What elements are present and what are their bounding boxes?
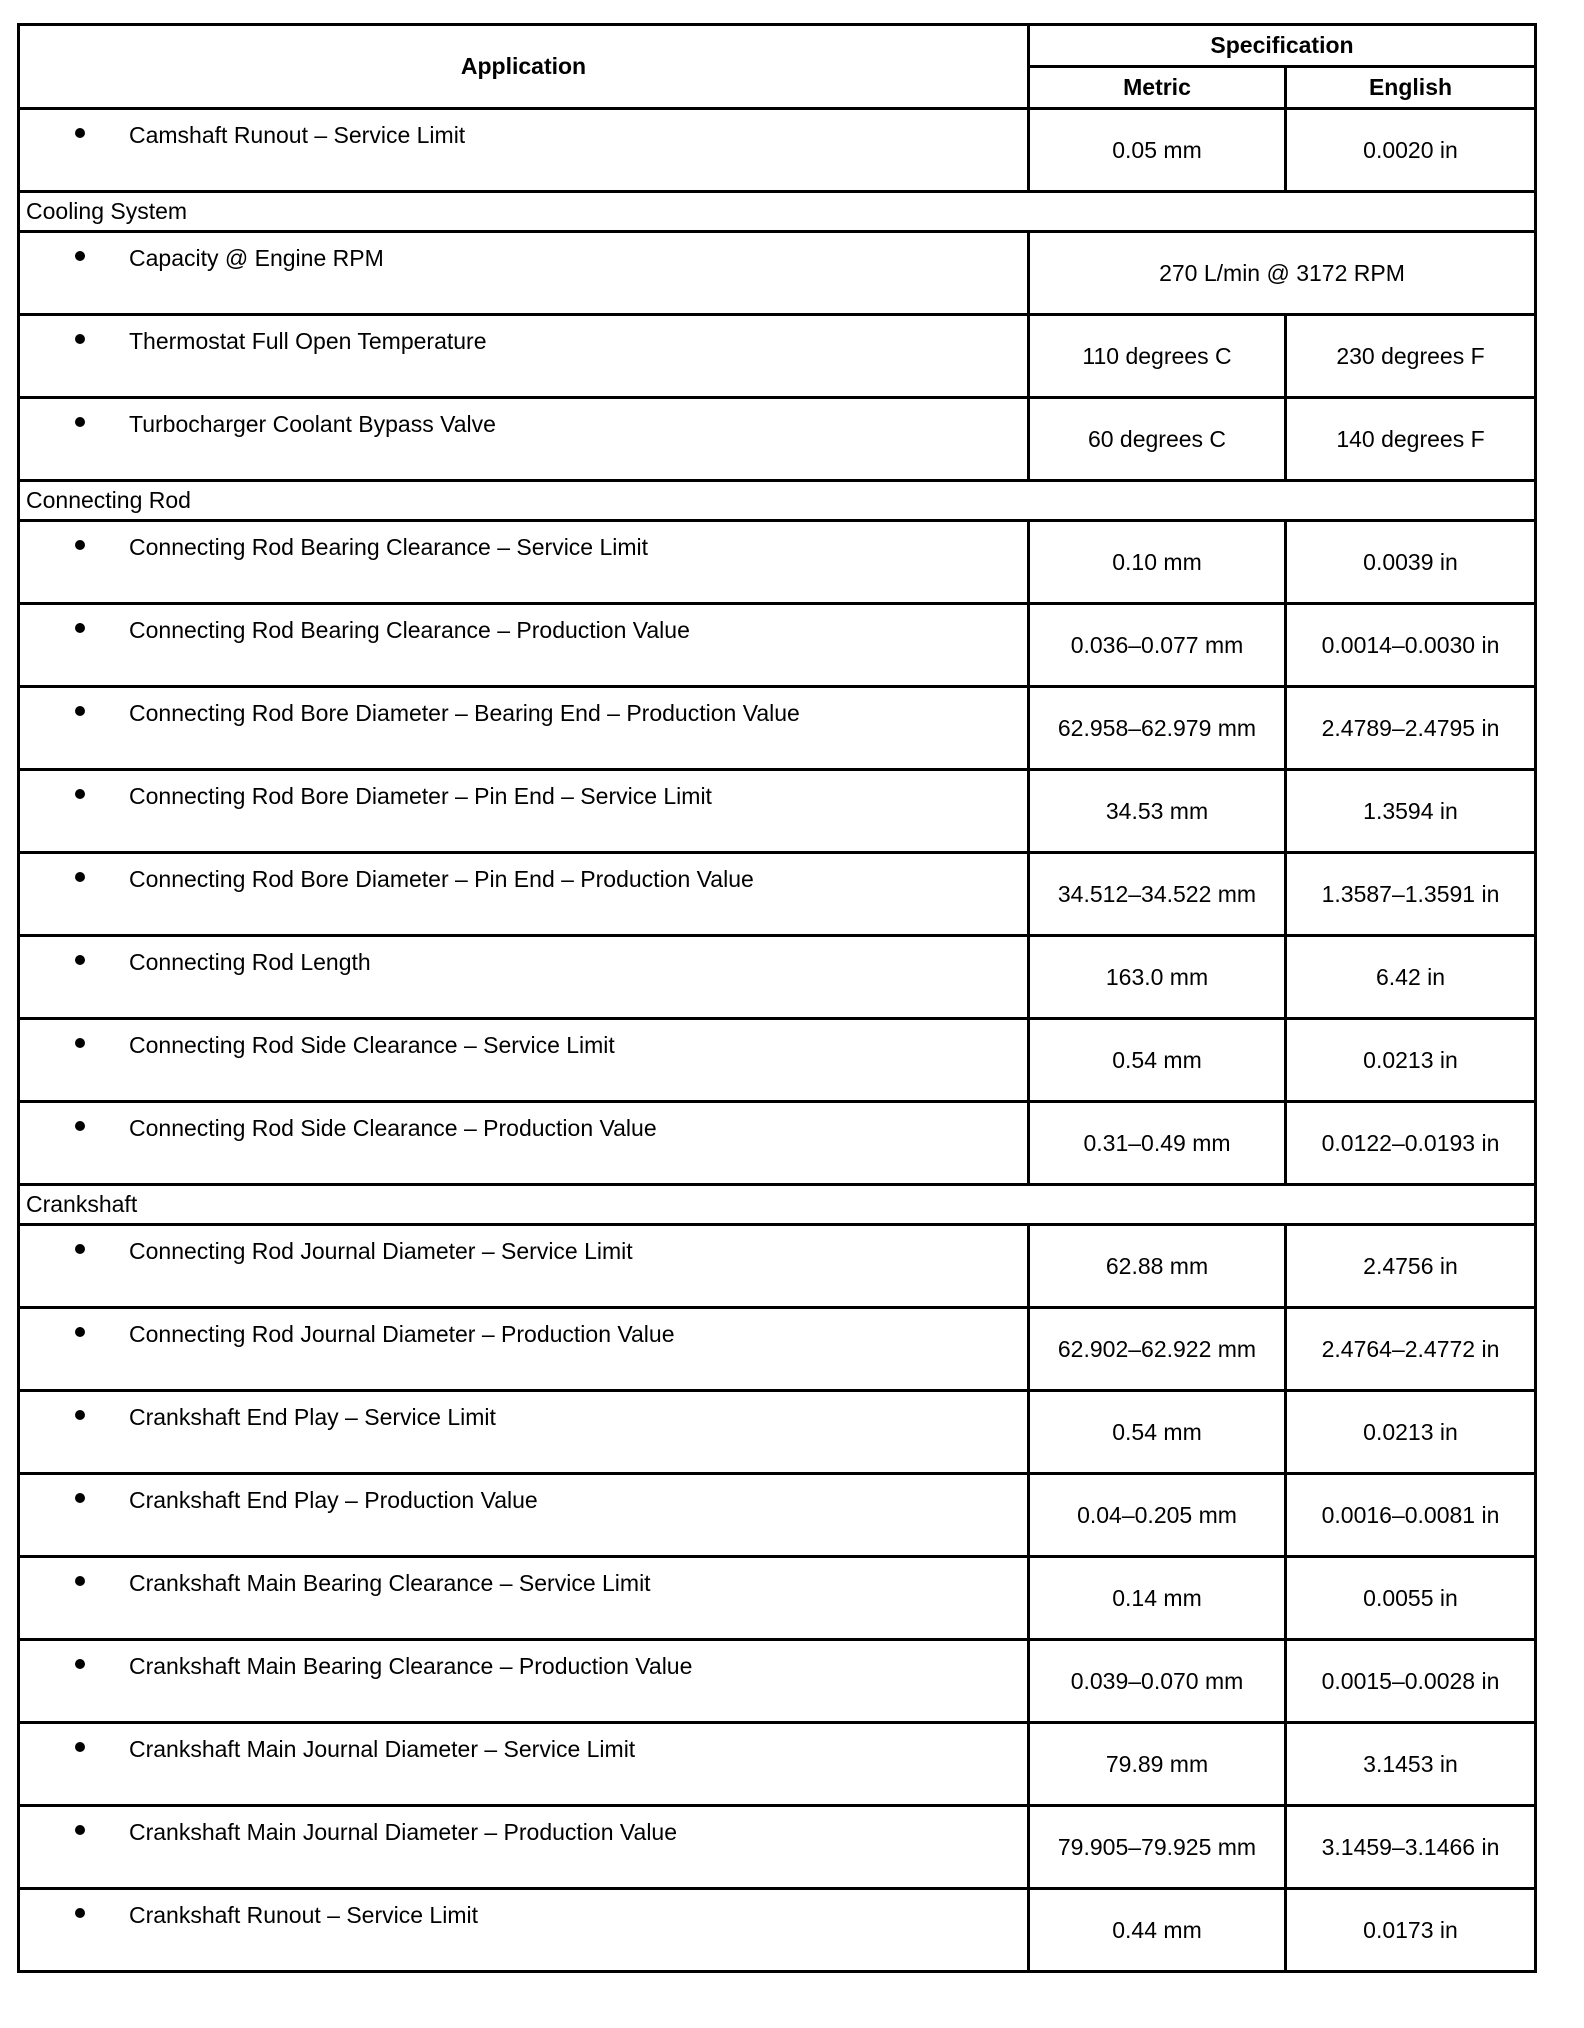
section-title: Connecting Rod bbox=[19, 481, 1536, 521]
application-cell bbox=[19, 232, 1029, 315]
metric-value: 34.53 mm bbox=[1105, 798, 1209, 824]
english-cell bbox=[1286, 1102, 1536, 1185]
english-value: 1.3587–1.3591 in bbox=[1321, 881, 1500, 907]
english-cell bbox=[1286, 604, 1536, 687]
metric-value: 0.039–0.070 mm bbox=[1070, 1668, 1244, 1694]
bullet-icon bbox=[75, 1410, 85, 1420]
bullet-icon bbox=[75, 789, 85, 799]
application-label: Connecting Rod Journal Diameter – Production Value bbox=[129, 1321, 675, 1347]
bullet-icon bbox=[75, 955, 85, 965]
application-label: Crankshaft Main Journal Diameter – Service Limit bbox=[129, 1736, 636, 1762]
table-row bbox=[19, 687, 1536, 770]
table-row bbox=[19, 1225, 1536, 1308]
application-label: Camshaft Runout – Service Limit bbox=[129, 122, 466, 148]
bullet-icon bbox=[75, 1244, 85, 1254]
bullet-icon bbox=[75, 1038, 85, 1048]
application-label: Thermostat Full Open Temperature bbox=[129, 328, 487, 354]
bullet-icon bbox=[75, 872, 85, 882]
english-cell bbox=[1286, 1557, 1536, 1640]
metric-cell bbox=[1029, 1640, 1286, 1723]
english-value: 0.0020 in bbox=[1363, 137, 1458, 163]
english-value: 0.0014–0.0030 in bbox=[1321, 632, 1500, 658]
metric-value: 163.0 mm bbox=[1105, 964, 1209, 990]
application-cell bbox=[19, 1806, 1029, 1889]
application-cell bbox=[19, 1391, 1029, 1474]
english-value: 0.0016–0.0081 in bbox=[1321, 1502, 1500, 1528]
bullet-icon bbox=[75, 417, 85, 427]
table-row bbox=[19, 1019, 1536, 1102]
bullet-icon bbox=[75, 706, 85, 716]
metric-column-header: Metric bbox=[1029, 67, 1286, 109]
metric-cell bbox=[1029, 1019, 1286, 1102]
combined-spec-value: 270 L/min @ 3172 RPM bbox=[1159, 260, 1405, 286]
bullet-icon bbox=[75, 1576, 85, 1586]
english-cell bbox=[1286, 398, 1536, 481]
application-cell bbox=[19, 1557, 1029, 1640]
section-header-row bbox=[19, 1185, 1536, 1225]
application-cell bbox=[19, 315, 1029, 398]
application-label: Crankshaft Main Bearing Clearance – Service Limit bbox=[129, 1570, 651, 1596]
table-row bbox=[19, 1391, 1536, 1474]
table-row bbox=[19, 1806, 1536, 1889]
application-cell bbox=[19, 936, 1029, 1019]
table-row bbox=[19, 1723, 1536, 1806]
application-cell bbox=[19, 1723, 1029, 1806]
metric-cell bbox=[1029, 315, 1286, 398]
application-cell bbox=[19, 770, 1029, 853]
english-cell bbox=[1286, 687, 1536, 770]
bullet-icon bbox=[75, 1493, 85, 1503]
section-title: Crankshaft bbox=[19, 1185, 1536, 1225]
table-row bbox=[19, 109, 1536, 192]
table-row bbox=[19, 770, 1536, 853]
application-cell bbox=[19, 109, 1029, 192]
application-cell bbox=[19, 1640, 1029, 1723]
application-cell bbox=[19, 1308, 1029, 1391]
english-cell bbox=[1286, 1889, 1536, 1972]
application-label: Connecting Rod Bore Diameter – Bearing End – Production Value bbox=[129, 700, 800, 726]
english-column-header: English bbox=[1286, 67, 1536, 109]
metric-cell bbox=[1029, 521, 1286, 604]
english-value: 0.0039 in bbox=[1363, 549, 1458, 575]
english-value: 0.0213 in bbox=[1363, 1047, 1458, 1073]
metric-value: 62.88 mm bbox=[1105, 1253, 1209, 1279]
english-cell bbox=[1286, 1391, 1536, 1474]
application-column-header: Application bbox=[19, 25, 1029, 109]
section-header-row bbox=[19, 481, 1536, 521]
application-cell bbox=[19, 1019, 1029, 1102]
english-cell bbox=[1286, 853, 1536, 936]
english-value: 2.4764–2.4772 in bbox=[1321, 1336, 1500, 1362]
english-cell bbox=[1286, 1308, 1536, 1391]
english-value: 1.3594 in bbox=[1363, 798, 1458, 824]
metric-value: 0.54 mm bbox=[1112, 1047, 1202, 1073]
bullet-icon bbox=[75, 1825, 85, 1835]
metric-value: 110 degrees C bbox=[1082, 343, 1232, 369]
metric-value: 60 degrees C bbox=[1087, 426, 1227, 452]
table-row bbox=[19, 315, 1536, 398]
english-value: 3.1459–3.1466 in bbox=[1321, 1834, 1500, 1860]
specification-table-body bbox=[19, 109, 1536, 1972]
table-row bbox=[19, 1474, 1536, 1557]
metric-cell bbox=[1029, 1225, 1286, 1308]
metric-cell bbox=[1029, 1557, 1286, 1640]
metric-cell bbox=[1029, 853, 1286, 936]
metric-value: 0.04–0.205 mm bbox=[1077, 1502, 1237, 1528]
bullet-icon bbox=[75, 623, 85, 633]
application-cell bbox=[19, 604, 1029, 687]
english-value: 230 degrees F bbox=[1336, 343, 1485, 369]
english-cell bbox=[1286, 1640, 1536, 1723]
english-value: 2.4756 in bbox=[1363, 1253, 1458, 1279]
metric-cell bbox=[1029, 1806, 1286, 1889]
english-cell bbox=[1286, 521, 1536, 604]
metric-value: 62.902–62.922 mm bbox=[1057, 1336, 1257, 1362]
metric-value: 34.512–34.522 mm bbox=[1057, 881, 1257, 907]
bullet-icon bbox=[75, 334, 85, 344]
application-label: Connecting Rod Bearing Clearance – Production Value bbox=[129, 617, 690, 643]
metric-value: 79.905–79.925 mm bbox=[1057, 1834, 1257, 1860]
bullet-icon bbox=[75, 128, 85, 138]
metric-cell bbox=[1029, 1723, 1286, 1806]
application-label: Connecting Rod Length bbox=[129, 949, 371, 975]
table-row bbox=[19, 1308, 1536, 1391]
section-title: Cooling System bbox=[19, 192, 1536, 232]
specification-table bbox=[17, 23, 1537, 1973]
english-value: 0.0173 in bbox=[1363, 1917, 1458, 1943]
english-cell bbox=[1286, 1019, 1536, 1102]
metric-value: 0.44 mm bbox=[1112, 1917, 1202, 1943]
table-row bbox=[19, 604, 1536, 687]
application-cell bbox=[19, 1102, 1029, 1185]
english-cell bbox=[1286, 1806, 1536, 1889]
english-cell bbox=[1286, 315, 1536, 398]
metric-value: 0.14 mm bbox=[1112, 1585, 1202, 1611]
metric-value: 0.036–0.077 mm bbox=[1070, 632, 1244, 658]
metric-cell bbox=[1029, 1102, 1286, 1185]
bullet-icon bbox=[75, 1659, 85, 1669]
application-label: Connecting Rod Side Clearance – Service Limit bbox=[129, 1032, 615, 1058]
metric-cell bbox=[1029, 398, 1286, 481]
english-cell bbox=[1286, 1225, 1536, 1308]
bullet-icon bbox=[75, 1327, 85, 1337]
application-cell bbox=[19, 1225, 1029, 1308]
metric-value: 0.10 mm bbox=[1112, 549, 1202, 575]
table-row bbox=[19, 1102, 1536, 1185]
english-cell bbox=[1286, 109, 1536, 192]
application-cell bbox=[19, 853, 1029, 936]
english-cell bbox=[1286, 1723, 1536, 1806]
english-value: 6.42 in bbox=[1375, 964, 1446, 990]
metric-value: 0.31–0.49 mm bbox=[1083, 1130, 1231, 1156]
english-value: 0.0213 in bbox=[1363, 1419, 1458, 1445]
metric-value: 0.05 mm bbox=[1112, 137, 1202, 163]
metric-cell bbox=[1029, 687, 1286, 770]
english-cell bbox=[1286, 770, 1536, 853]
application-label: Capacity @ Engine RPM bbox=[129, 245, 384, 271]
application-label: Connecting Rod Side Clearance – Production Value bbox=[129, 1115, 657, 1141]
metric-cell bbox=[1029, 1391, 1286, 1474]
table-row bbox=[19, 1640, 1536, 1723]
metric-cell bbox=[1029, 604, 1286, 687]
application-cell bbox=[19, 687, 1029, 770]
english-value: 3.1453 in bbox=[1363, 1751, 1458, 1777]
application-label: Connecting Rod Bore Diameter – Pin End – Production Value bbox=[129, 866, 754, 892]
english-value: 0.0122–0.0193 in bbox=[1321, 1130, 1500, 1156]
english-cell bbox=[1286, 936, 1536, 1019]
metric-cell bbox=[1029, 1474, 1286, 1557]
table-row bbox=[19, 232, 1536, 315]
application-cell bbox=[19, 1474, 1029, 1557]
application-cell bbox=[19, 398, 1029, 481]
application-cell bbox=[19, 521, 1029, 604]
metric-cell bbox=[1029, 1308, 1286, 1391]
metric-cell bbox=[1029, 1889, 1286, 1972]
metric-cell bbox=[1029, 936, 1286, 1019]
bullet-icon bbox=[75, 1742, 85, 1752]
application-label: Crankshaft Main Bearing Clearance – Production Value bbox=[129, 1653, 693, 1679]
application-label: Connecting Rod Bore Diameter – Pin End – Service Limit bbox=[129, 783, 712, 809]
specification-column-header: Specification bbox=[1029, 25, 1536, 67]
metric-value: 62.958–62.979 mm bbox=[1057, 715, 1257, 741]
english-value: 2.4789–2.4795 in bbox=[1321, 715, 1500, 741]
application-label: Crankshaft Runout – Service Limit bbox=[129, 1902, 478, 1928]
english-value: 140 degrees F bbox=[1336, 426, 1485, 452]
application-cell bbox=[19, 1889, 1029, 1972]
application-label: Crankshaft Main Journal Diameter – Production Value bbox=[129, 1819, 678, 1845]
bullet-icon bbox=[75, 540, 85, 550]
combined-spec-cell bbox=[1029, 232, 1536, 315]
application-label: Connecting Rod Bearing Clearance – Service Limit bbox=[129, 534, 649, 560]
table-row bbox=[19, 398, 1536, 481]
english-cell bbox=[1286, 1474, 1536, 1557]
application-label: Crankshaft End Play – Production Value bbox=[129, 1487, 538, 1513]
bullet-icon bbox=[75, 1908, 85, 1918]
metric-value: 0.54 mm bbox=[1112, 1419, 1202, 1445]
section-header-row bbox=[19, 192, 1536, 232]
table-row bbox=[19, 521, 1536, 604]
bullet-icon bbox=[75, 251, 85, 261]
table-row bbox=[19, 936, 1536, 1019]
bullet-icon bbox=[75, 1121, 85, 1131]
english-value: 0.0015–0.0028 in bbox=[1321, 1668, 1500, 1694]
table-row bbox=[19, 1557, 1536, 1640]
application-label: Crankshaft End Play – Service Limit bbox=[129, 1404, 496, 1430]
metric-cell bbox=[1029, 770, 1286, 853]
metric-value: 79.89 mm bbox=[1105, 1751, 1209, 1777]
metric-cell bbox=[1029, 109, 1286, 192]
table-row bbox=[19, 1889, 1536, 1972]
application-label: Connecting Rod Journal Diameter – Service Limit bbox=[129, 1238, 633, 1264]
english-value: 0.0055 in bbox=[1363, 1585, 1458, 1611]
application-label: Turbocharger Coolant Bypass Valve bbox=[129, 411, 496, 437]
table-row bbox=[19, 853, 1536, 936]
